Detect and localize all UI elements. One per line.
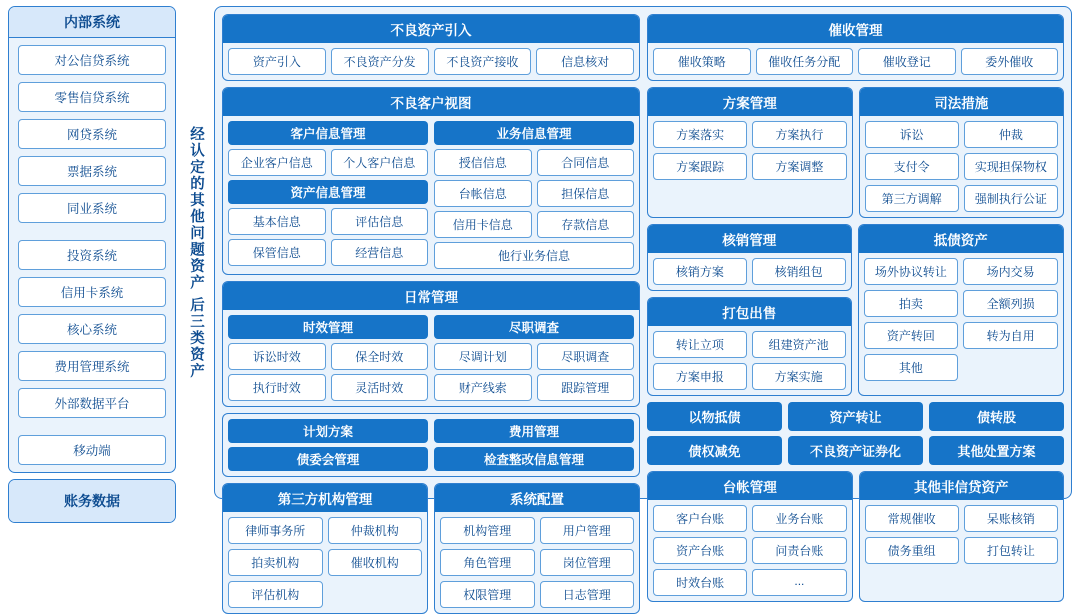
ledger-info[interactable]: 台帐信息 (434, 180, 532, 207)
debt-reduction[interactable]: 债权减免 (647, 436, 782, 465)
org-mgmt[interactable]: 机构管理 (440, 517, 535, 544)
arbitration-org[interactable]: 仲裁机构 (328, 517, 423, 544)
ledger-row-1 (653, 505, 847, 532)
other-non-credit-row-2 (865, 537, 1059, 564)
auction-org[interactable]: 拍卖机构 (228, 549, 323, 576)
npa-receive[interactable]: 不良资产接收 (434, 48, 532, 75)
sidebar-item-fee-mgmt[interactable]: 费用管理系统 (18, 351, 166, 381)
other-non-credit-block (859, 471, 1065, 602)
scheme-track[interactable]: 方案跟踪 (653, 153, 747, 180)
asset-info-row-1 (228, 208, 428, 235)
daily-mgmt-body (223, 310, 639, 406)
npa-securitization[interactable]: 不良资产证券化 (788, 436, 923, 465)
convert-own-use[interactable]: 转为自用 (963, 322, 1058, 349)
other-non-credit-body (860, 500, 1064, 569)
asset-transfer[interactable]: 资产转让 (788, 402, 923, 431)
finance-data-title: 账务数据 (9, 480, 175, 522)
package-sale-title: 打包出售 (648, 298, 851, 326)
vertical-label-strip (182, 6, 208, 499)
collection-register[interactable]: 催收登记 (858, 48, 956, 75)
package-sale-row-2 (653, 363, 846, 390)
execution-timeliness[interactable]: 执行时效 (228, 374, 326, 401)
collection-mgmt-title: 催收管理 (648, 15, 1063, 43)
scheme-row-2 (653, 153, 847, 180)
litigation[interactable]: 诉讼 (865, 121, 959, 148)
judicial-row-1 (865, 121, 1059, 148)
third-party-and-config (222, 483, 640, 614)
payment-order[interactable]: 支付令 (865, 153, 959, 180)
writeoff-package-column (647, 224, 852, 396)
sys-config-title: 系统配置 (435, 484, 639, 512)
sidebar-item-interbank[interactable]: 同业系统 (18, 193, 166, 223)
sidebar-item-core[interactable]: 核心系统 (18, 314, 166, 344)
npa-intro-title: 不良资产引入 (223, 15, 639, 43)
writeoff-package-and-debtassets (647, 224, 1064, 396)
collection-strategy[interactable]: 催收策略 (653, 48, 751, 75)
regular-collection[interactable]: 常规催收 (865, 505, 959, 532)
diligence-row-2 (434, 374, 634, 401)
daily-mgmt-block (222, 281, 640, 407)
personal-customer-info[interactable]: 个人客户信息 (331, 149, 429, 176)
debt-restructuring[interactable]: 债务重组 (865, 537, 959, 564)
flexible-timeliness[interactable]: 灵活时效 (331, 374, 429, 401)
finance-data-panel (8, 479, 176, 523)
timeliness-row-2 (228, 374, 428, 401)
debt-to-equity[interactable]: 债转股 (929, 402, 1064, 431)
business-ledger[interactable]: 业务台账 (752, 505, 846, 532)
plan-fee-body (223, 414, 639, 476)
other-bank-business-info[interactable]: 他行业务信息 (434, 242, 634, 269)
sys-config-row-3 (440, 581, 634, 608)
internal-systems-title: 内部系统 (9, 7, 175, 38)
judicial-row-3 (865, 185, 1059, 212)
ledger-and-other-assets (647, 471, 1064, 602)
judicial-block (859, 87, 1065, 218)
judicial-title: 司法措施 (860, 88, 1064, 116)
debt-assets-row-1 (864, 258, 1059, 285)
npa-intro-block (222, 14, 640, 81)
npa-asset-intro[interactable]: 资产引入 (228, 48, 326, 75)
collection-mgmt-row (653, 48, 1058, 75)
sidebar-item-online-loan[interactable]: 网贷系统 (18, 119, 166, 149)
arbitration[interactable]: 仲裁 (964, 121, 1058, 148)
third-party-title: 第三方机构管理 (223, 484, 427, 512)
inspect-title[interactable]: 检查整改信息管理 (434, 447, 634, 471)
outsourced-collection[interactable]: 委外催收 (961, 48, 1059, 75)
writeoff-body (648, 253, 851, 290)
third-party-row-3 (228, 581, 422, 608)
asset-operation-info[interactable]: 经营信息 (331, 239, 429, 266)
bad-debt-writeoff[interactable]: 呆账核销 (964, 505, 1058, 532)
user-mgmt[interactable]: 用户管理 (540, 517, 635, 544)
third-party-block (222, 483, 428, 614)
sidebar-item-external-data[interactable]: 外部数据平台 (18, 388, 166, 418)
sidebar-item-credit-card[interactable]: 信用卡系统 (18, 277, 166, 307)
permission-mgmt[interactable]: 权限管理 (440, 581, 535, 608)
third-party-body (223, 512, 427, 613)
law-firm[interactable]: 律师事务所 (228, 517, 323, 544)
deposit-info[interactable]: 存款信息 (537, 211, 635, 238)
timeliness-section (228, 315, 428, 401)
scheme-row-1 (653, 121, 847, 148)
npa-intro-row (228, 48, 634, 75)
bad-customer-view-block (222, 87, 640, 275)
debt-assets-body (859, 253, 1064, 386)
collection-mgmt-body (648, 43, 1063, 80)
sys-config-block (434, 483, 640, 614)
corporate-customer-info[interactable]: 企业客户信息 (228, 149, 326, 176)
credit-card-info[interactable]: 信用卡信息 (434, 211, 532, 238)
banner-col-1 (647, 402, 782, 465)
scheme-execute[interactable]: 方案执行 (752, 121, 846, 148)
package-transfer[interactable]: 打包转让 (964, 537, 1058, 564)
timeliness-ledger[interactable]: 时效台账 (653, 569, 747, 596)
exchange-trade[interactable]: 场内交易 (963, 258, 1058, 285)
judicial-body (860, 116, 1064, 217)
bad-customer-view-title: 不良客户视图 (223, 88, 639, 116)
property-clues[interactable]: 财产线索 (434, 374, 532, 401)
diligence-title: 尽职调查 (434, 315, 634, 339)
writeoff-title: 核销管理 (648, 225, 851, 253)
left-column (8, 6, 176, 509)
role-mgmt[interactable]: 角色管理 (440, 549, 535, 576)
plan-fee-block (222, 413, 640, 477)
customer-info-row (228, 149, 428, 176)
npa-intro-body (223, 43, 639, 80)
diligence-row-1 (434, 343, 634, 370)
divider (18, 230, 166, 233)
debt-assets-title: 抵债资产 (859, 225, 1064, 253)
litigation-timeliness[interactable]: 诉讼时效 (228, 343, 326, 370)
debt-assets-row-4 (864, 354, 1059, 381)
ledger-row-2 (653, 537, 847, 564)
main-column-left (222, 14, 640, 602)
scheme-mgmt-body (648, 116, 852, 185)
npa-distribute[interactable]: 不良资产分发 (331, 48, 429, 75)
vertical-label: 经认定的其他问题资产 后三类资产 (187, 125, 204, 380)
ledger-title: 台帐管理 (648, 472, 852, 500)
collection-org[interactable]: 催收机构 (328, 549, 423, 576)
asset-return[interactable]: 资产转回 (864, 322, 959, 349)
asset-custody-info[interactable]: 保管信息 (228, 239, 326, 266)
third-party-row-1 (228, 517, 422, 544)
asset-valuation-info[interactable]: 评估信息 (331, 208, 429, 235)
bad-customer-columns (228, 121, 634, 269)
accountability-ledger[interactable]: 问责台账 (752, 537, 846, 564)
writeoff-block (647, 224, 852, 291)
realize-security-right[interactable]: 实现担保物权 (964, 153, 1058, 180)
banner-col-2 (788, 402, 923, 465)
third-party-row-2 (228, 549, 422, 576)
due-diligence[interactable]: 尽职调查 (537, 343, 635, 370)
business-info-row-1 (434, 149, 634, 176)
diligence-plan[interactable]: 尽调计划 (434, 343, 532, 370)
business-info-row-4 (434, 242, 634, 269)
sidebar-item-corporate-credit[interactable]: 对公信贷系统 (18, 45, 166, 75)
daily-mgmt-columns (228, 315, 634, 401)
debt-assets-row-3 (864, 322, 1059, 349)
ledger-body (648, 500, 852, 601)
sidebar-item-retail-credit[interactable]: 零售信贷系统 (18, 82, 166, 112)
diligence-section (434, 315, 634, 401)
sidebar-item-mobile[interactable]: 移动端 (18, 435, 166, 465)
other-disposal-scheme[interactable]: 其他处置方案 (929, 436, 1064, 465)
fee-section (434, 419, 634, 471)
asset-info-row-2 (228, 239, 428, 266)
npa-verify[interactable]: 信息核对 (536, 48, 634, 75)
disposal-banners (647, 402, 1064, 465)
other-non-credit-row-1 (865, 505, 1059, 532)
asset-ledger[interactable]: 资产台账 (653, 537, 747, 564)
ledger-block (647, 471, 853, 602)
debt-assets-row-2 (864, 290, 1059, 317)
customer-and-asset-info (228, 121, 428, 269)
valuation-org[interactable]: 评估机构 (228, 581, 323, 608)
sys-config-body (435, 512, 639, 613)
preservation-timeliness[interactable]: 保全时效 (331, 343, 429, 370)
debt-assets-other[interactable]: 其他 (864, 354, 959, 381)
scheme-mgmt-title: 方案管理 (648, 88, 852, 116)
plan-title[interactable]: 计划方案 (228, 419, 428, 443)
credit-grant-info[interactable]: 授信信息 (434, 149, 532, 176)
scheme-declaration[interactable]: 方案申报 (653, 363, 747, 390)
scheme-adjust[interactable]: 方案调整 (752, 153, 846, 180)
asset-info-title: 资产信息管理 (228, 180, 428, 204)
contract-info[interactable]: 合同信息 (537, 149, 635, 176)
business-info-section (434, 121, 634, 269)
plan-fee-columns (228, 419, 634, 471)
post-mgmt[interactable]: 岗位管理 (540, 549, 635, 576)
customer-ledger[interactable]: 客户台账 (653, 505, 747, 532)
other-non-credit-title: 其他非信贷资产 (860, 472, 1064, 500)
writeoff-scheme[interactable]: 核销方案 (653, 258, 747, 285)
writeoff-row (653, 258, 846, 285)
scheme-mgmt-block (647, 87, 853, 218)
daily-mgmt-title: 日常管理 (223, 282, 639, 310)
judicial-row-2 (865, 153, 1059, 180)
fee-title[interactable]: 费用管理 (434, 419, 634, 443)
otc-agreement-transfer[interactable]: 场外协议转让 (864, 258, 959, 285)
tracking-mgmt[interactable]: 跟踪管理 (537, 374, 635, 401)
timeliness-title: 时效管理 (228, 315, 428, 339)
sys-config-row-1 (440, 517, 634, 544)
ledger-row-3 (653, 569, 847, 596)
package-sale-row-1 (653, 331, 846, 358)
collection-mgmt-block (647, 14, 1064, 81)
compulsory-execution-notarization[interactable]: 强制执行公证 (964, 185, 1058, 212)
business-info-row-3 (434, 211, 634, 238)
build-asset-pool[interactable]: 组建资产池 (752, 331, 846, 358)
scheme-and-judicial (647, 87, 1064, 218)
debt-committee-title[interactable]: 债委会管理 (228, 447, 428, 471)
internal-systems-items (9, 38, 175, 472)
business-info-title: 业务信息管理 (434, 121, 634, 145)
sidebar-item-bill[interactable]: 票据系统 (18, 156, 166, 186)
transfer-project[interactable]: 转让立项 (653, 331, 747, 358)
customer-info-title: 客户信息管理 (228, 121, 428, 145)
sidebar-item-investment[interactable]: 投资系统 (18, 240, 166, 270)
timeliness-row-1 (228, 343, 428, 370)
scheme-implementation[interactable]: 方案实施 (752, 363, 846, 390)
writeoff-package[interactable]: 核销组包 (752, 258, 846, 285)
plan-section (228, 419, 428, 471)
package-sale-block (647, 297, 852, 396)
package-sale-body (648, 326, 851, 395)
internal-systems-panel (8, 6, 176, 473)
main-column-right (647, 14, 1064, 590)
auction[interactable]: 拍卖 (864, 290, 959, 317)
business-info-row-2 (434, 180, 634, 207)
ledger-more[interactable]: ... (752, 569, 846, 596)
banner-col-3 (929, 402, 1064, 465)
sys-config-row-2 (440, 549, 634, 576)
collection-task-assign[interactable]: 催收任务分配 (756, 48, 854, 75)
log-mgmt[interactable]: 日志管理 (540, 581, 635, 608)
debt-repay-in-kind[interactable]: 以物抵债 (647, 402, 782, 431)
scheme-implement[interactable]: 方案落实 (653, 121, 747, 148)
main-frame (214, 6, 1072, 602)
third-party-mediation[interactable]: 第三方调解 (865, 185, 959, 212)
bad-customer-view-body (223, 116, 639, 274)
divider (18, 425, 166, 428)
full-loss[interactable]: 全额列损 (963, 290, 1058, 317)
guarantee-info[interactable]: 担保信息 (537, 180, 635, 207)
asset-basic-info[interactable]: 基本信息 (228, 208, 326, 235)
debt-assets-block (858, 224, 1065, 396)
